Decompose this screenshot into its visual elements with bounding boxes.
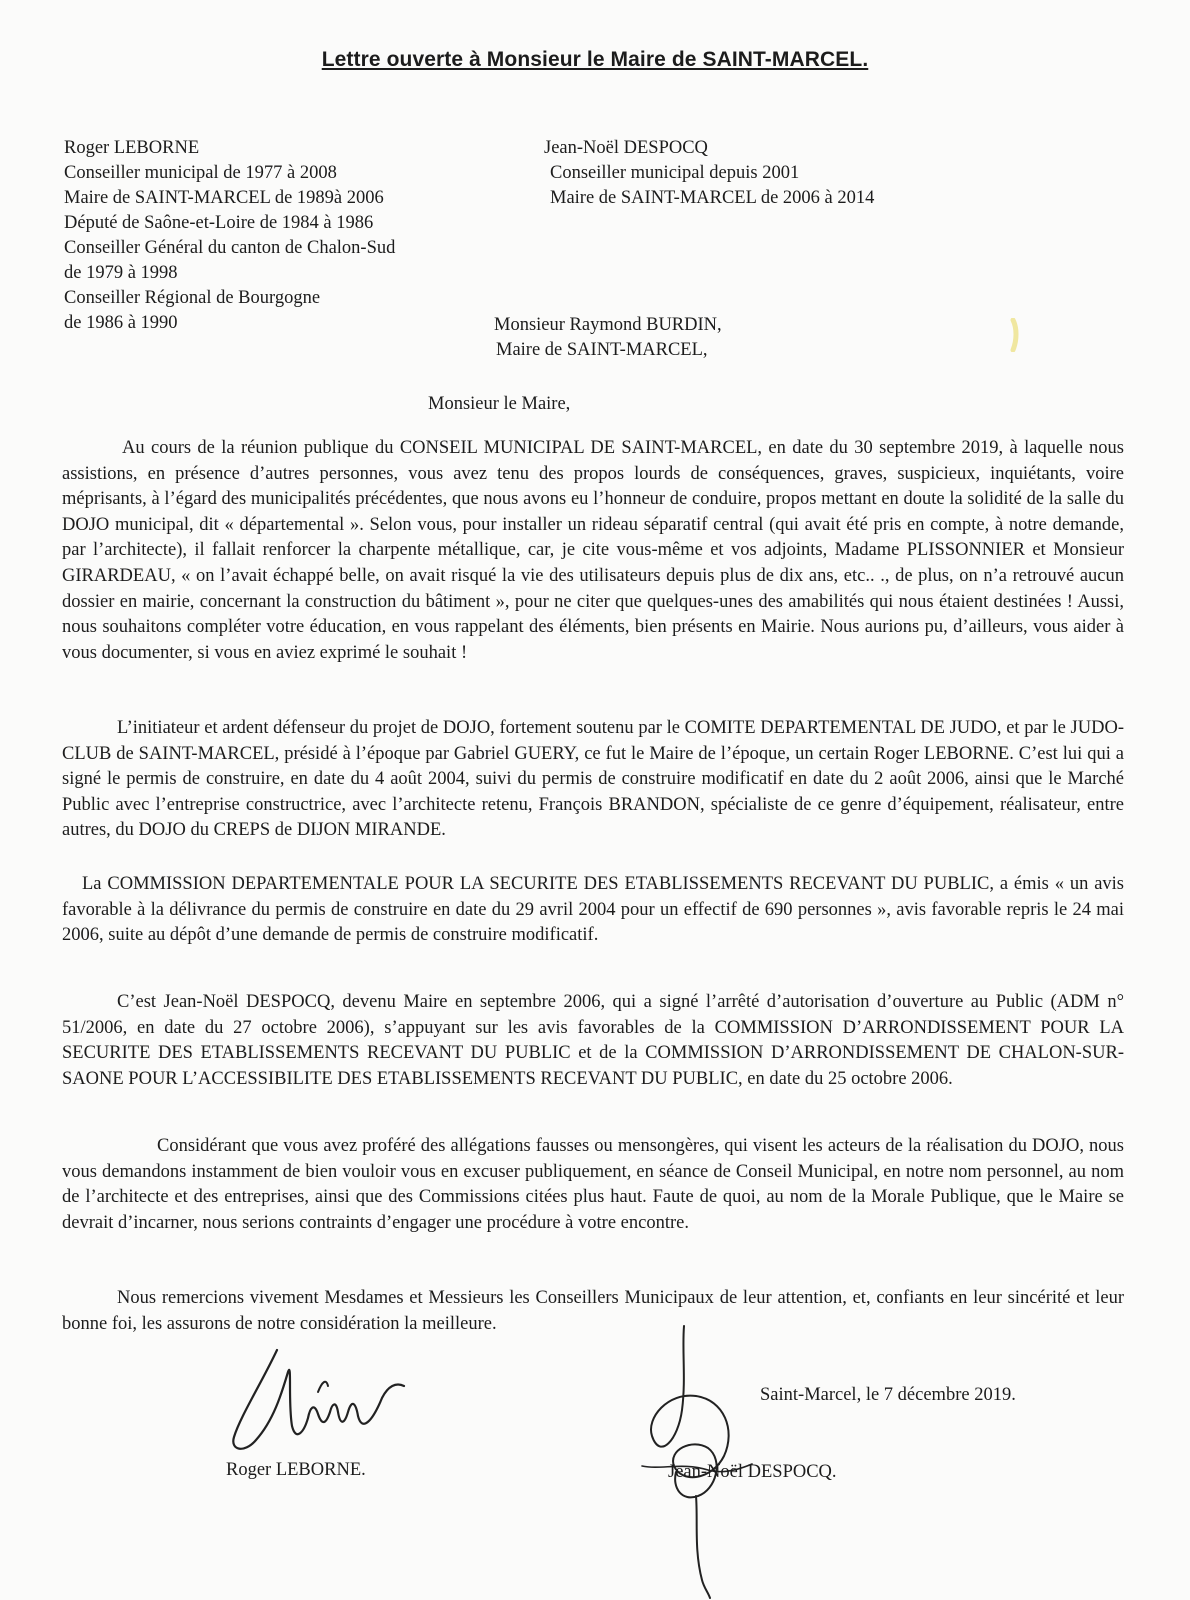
recipient-line: Monsieur Raymond BURDIN,: [494, 315, 722, 335]
body-paragraph: Considérant que vous avez proféré des allégations fausses ou mensongères, qui visent les acteurs de la réalisation du DOJO, nous vous demandons instamment de bien vouloir vous en excuser publiquement, en séance de Conseil Municipal, en notre nom personnel, au nom de l’architecte et des entreprises, ainsi que des Commissions citées plus haut. Faute de quoi, au nom de la Morale Publique, que le Maire se devrait d’incarner, nous serions contraints d’engager une procédure à votre encontre.: [62, 1136, 1124, 1233]
signature-left: [222, 1342, 412, 1462]
sender-left-line: Conseiller Général du canton de Chalon-Sud: [64, 238, 396, 258]
sender-left-line: Conseiller Régional de Bourgogne: [64, 288, 321, 308]
letter-title: Lettre ouverte à Monsieur le Maire de SAINT-MARCEL.: [321, 48, 869, 71]
sender-left-line: de 1986 à 1990: [64, 313, 178, 333]
signature-left-name: Roger LEBORNE.: [226, 1460, 366, 1480]
sender-right-line: Maire de SAINT-MARCEL de 2006 à 2014: [550, 188, 875, 208]
recipient-block: [494, 313, 722, 363]
body-paragraph: Au cours de la réunion publique du CONSEIL MUNICIPAL DE SAINT-MARCEL, en date du 30 septembre 2019, à laquelle nous assistions, en présence d’autres personnes, vous avez tenu des propos lourds de conséquences, graves, suspicieux, inquiétants, voire méprisants, à l’égard des municipalités précédentes, que nous avons eu l’honneur de conduire, propos mettant en doute la solidité de la salle du DOJO municipal, dit « départemental ». Selon vous, pour installer un rideau séparatif central (qui avait été pris en compte, à notre demande, par l’architecte), il fallait renforcer la charpente métallique, car, je cite vous-même et vos adjoints, Madame PLISSONNIER et Monsieur GIRARDEAU, « on l’avait échappé belle, on avait risqué la vie des utilisateurs depuis plus de dix ans, etc.. ., de plus, on n’a retrouvé aucun dossier en mairie, concernant la construction du bâtiment », pour ne citer que quelques-unes des amabilités qui nous étaient destinées ! Aussi, nous souhaitons compléter votre éducation, en vous rappelant des éléments, bien présents en Mairie. Nous aurions pu, d’ailleurs, vous aider à vous documenter, si vous en aviez exprimé le souhait !: [62, 438, 1124, 663]
sender-left-line: Député de Saône-et-Loire de 1984 à 1986: [64, 213, 374, 233]
sender-right-block: [544, 136, 875, 211]
salutation: Monsieur le Maire,: [428, 394, 571, 414]
body-paragraph: La COMMISSION DEPARTEMENTALE POUR LA SECURITE DES ETABLISSEMENTS RECEVANT DU PUBLIC, a émis « un avis favorable à la délivrance du permis de construire en date du 29 avril 2004 pour un effectif de 690 personnes », avis favorable repris le 24 mai 2006, suite au dépôt d’une demande de permis de construire modificatif.: [62, 874, 1124, 946]
sender-left-line: Maire de SAINT-MARCEL de 1989à 2006: [64, 188, 384, 208]
sender-right-line: Jean-Noël DESPOCQ: [544, 138, 708, 158]
sender-left-line: de 1979 à 1998: [64, 263, 178, 283]
signature-right: [612, 1320, 782, 1600]
recipient-line: Maire de SAINT-MARCEL,: [496, 340, 708, 360]
sender-left-line: Roger LEBORNE: [64, 138, 200, 158]
sender-right-line: Conseiller municipal depuis 2001: [550, 163, 800, 183]
date-line: Saint-Marcel, le 7 décembre 2019.: [760, 1385, 1016, 1405]
signature-right-name: Jean-Noël DESPOCQ.: [668, 1462, 837, 1482]
body-paragraph: C’est Jean-Noël DESPOCQ, devenu Maire en septembre 2006, qui a signé l’arrêté d’autorisation d’ouverture au Public (ADM n° 51/2006, en date du 27 octobre 2006), s’appuyant sur les avis favorables de la COMMISSION D’ARRONDISSEMENT POUR LA SECURITE DES ETABLISSEMENTS RECEVANT DU PUBLIC et de la COMMISSION D’ARRONDISSEMENT DE CHALON-SUR-SAONE POUR L’ACCESSIBILITE DES ETABLISSEMENTS RECEVANT DU PUBLIC, en date du 25 octobre 2006.: [62, 992, 1124, 1089]
body-paragraph: Nous remercions vivement Mesdames et Messieurs les Conseillers Municipaux de leur attention, et, confiants en leur sincérité et leur bonne foi, les assurons de notre considération la meilleure.: [62, 1288, 1124, 1334]
sender-left-line: Conseiller municipal de 1977 à 2008: [64, 163, 337, 183]
body-paragraph: L’initiateur et ardent défenseur du projet de DOJO, fortement soutenu par le COMITE DEPARTEMENTAL DE JUDO, et par le JUDO-CLUB de SAINT-MARCEL, présidé à l’époque par Gabriel GUERY, ce fut le Maire de l’époque, un certain Roger LEBORNE. C’est lui qui a signé le permis de construire, en date du 4 août 2004, suivi du permis de construire modificatif en date du 2 août 2006, ainsi que le Marché Public avec l’entreprise constructrice, avec l’architecte retenu, François BRANDON, spécialiste de ce genre d’équipement, réalisateur, entre autres, du DOJO du CREPS de DIJON MIRANDE.: [62, 718, 1124, 841]
highlight-mark: [1005, 318, 1021, 352]
sender-left-block: [64, 136, 395, 336]
